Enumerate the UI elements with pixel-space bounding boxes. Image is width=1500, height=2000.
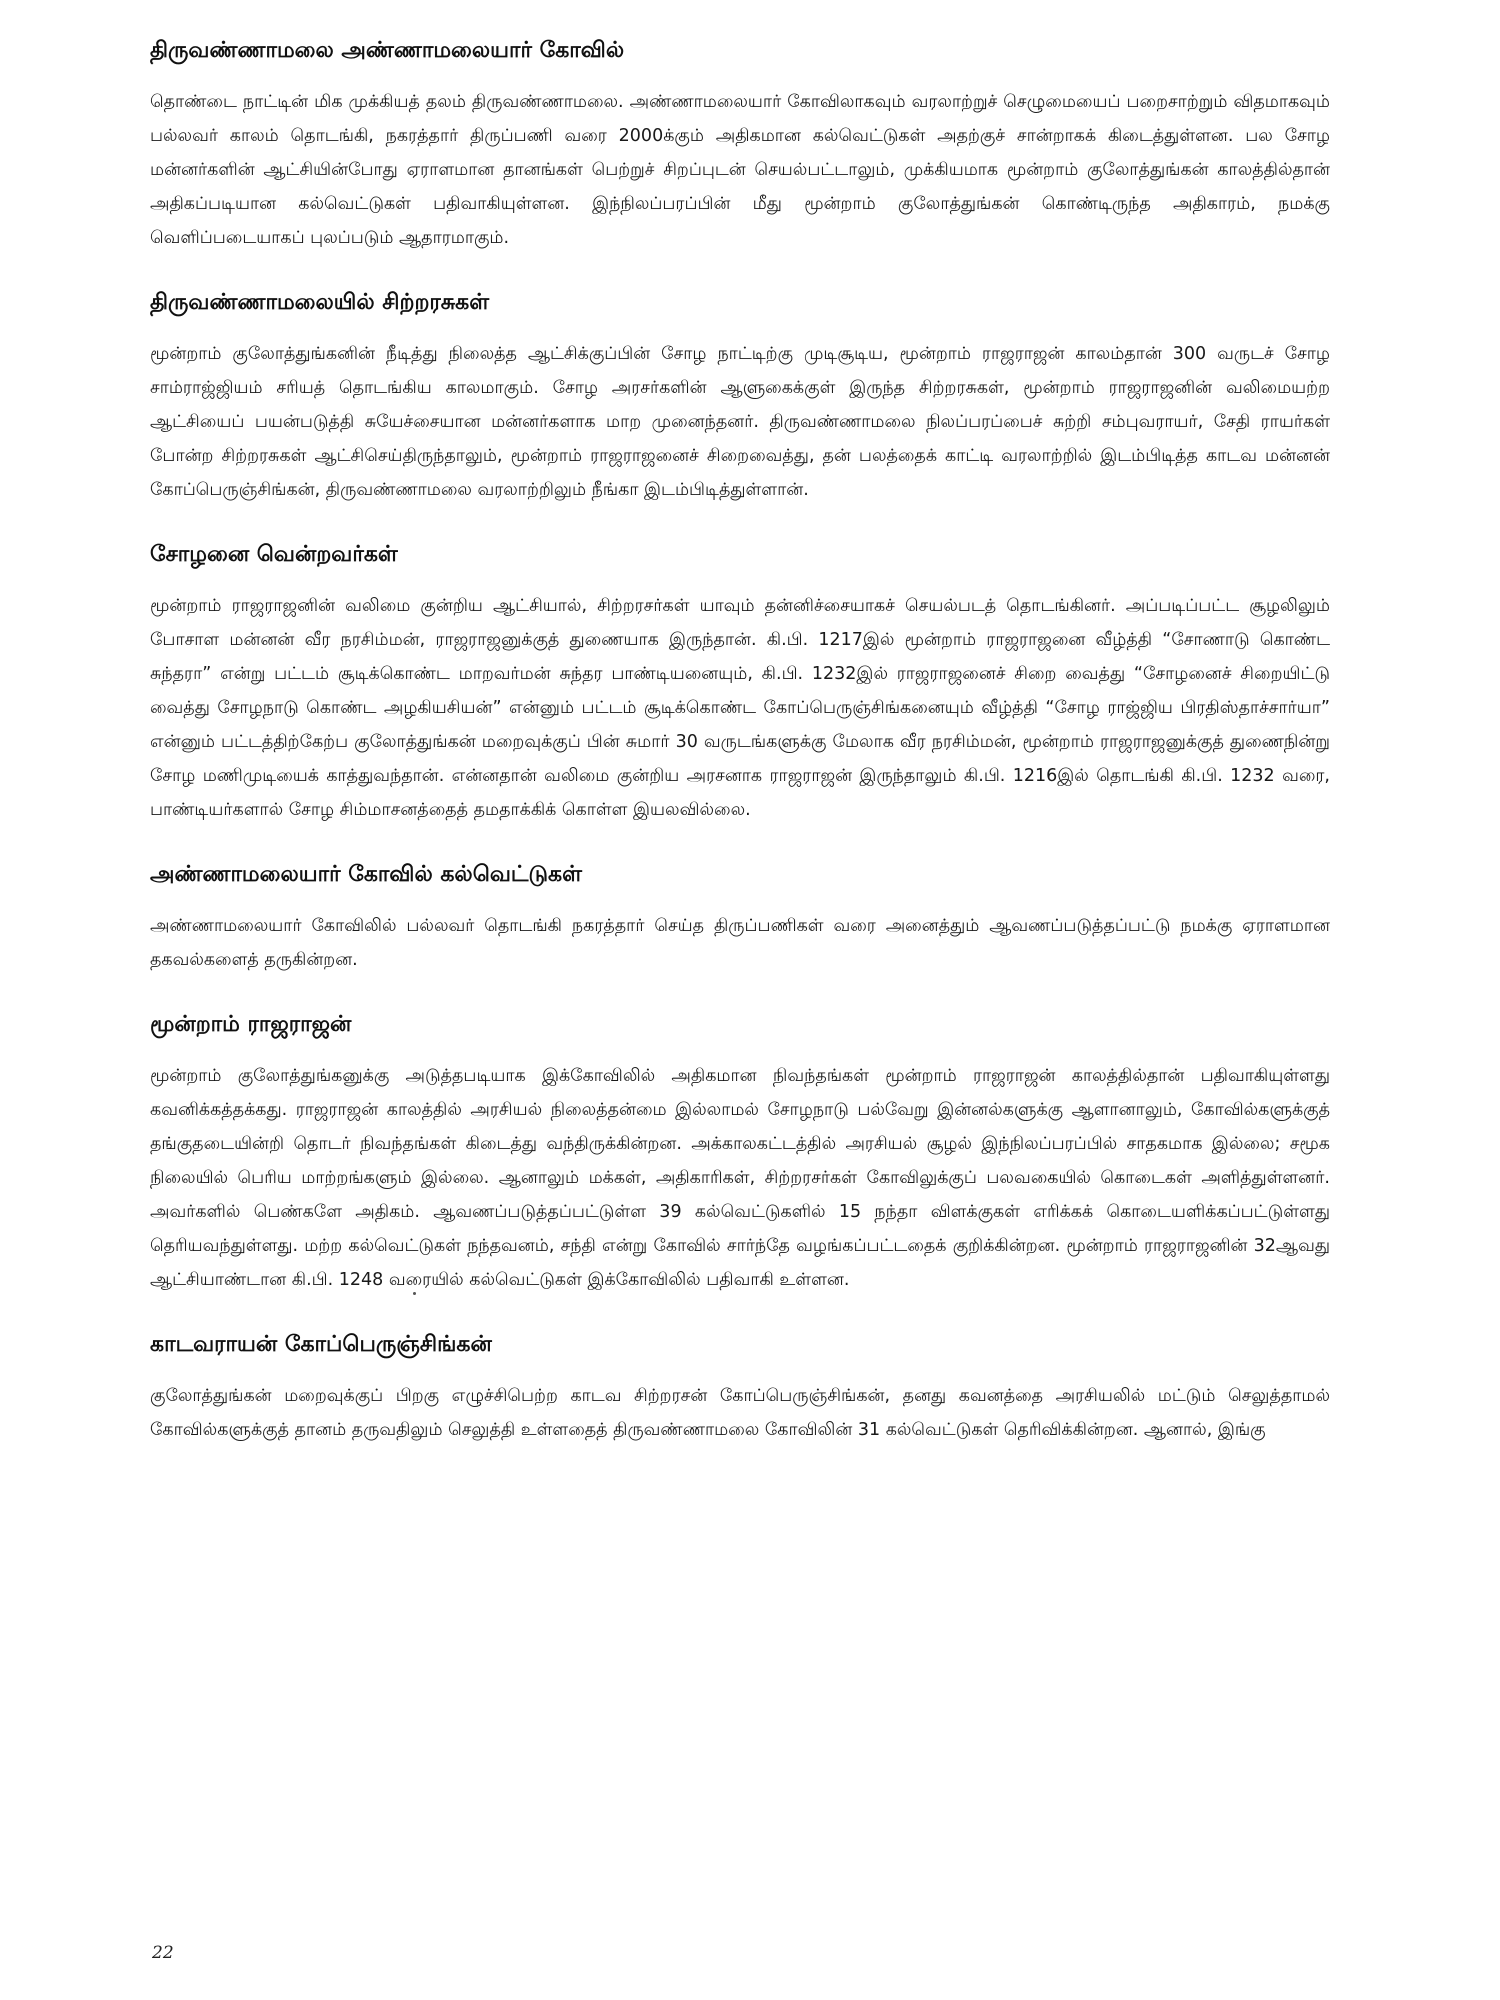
section-paragraph: மூன்றாம் ராஜராஜனின் வலிமை குன்றிய ஆட்சியால், சிற்றரசர்கள் யாவும் தன்னிச்சையாகச் செயல்படத் தொடங்கினர். அப்படிப்பட்ட சூழலிலும் போசாள மன்னன் வீர நரசிம்மன், ராஜராஜனுக்குத் துணையாக இருந்தான். கி.பி. 1217இல் மூன்றாம் ராஜராஜனை வீழ்த்தி “சோணாடு கொண்ட சுந்தரா” என்று பட்டம் சூடிக்கொண்ட மாறவர்மன் சுந்தர பாண்டியனையும், கி.பி. 1232இல் ராஜராஜனைச் சிறை வைத்து “சோழனைச் சிறையிட்டு வைத்து சோழநாடு கொண்ட அழகியசியன்” என்னும் பட்டம் சூடிக்கொண்ட கோப்பெருஞ்சிங்கனையும் வீழ்த்தி “சோழ ராஜ்ஜிய பிரதிஸ்தாச்சார்யா” என்னும் பட்டத்திற்கேற்ப குலோத்துங்கன் மறைவுக்குப் பின் சுமார் 30 வருடங்களுக்கு மேலாக வீர நரசிம்மன், மூன்றாம் ராஜராஜனுக்குத் துணைநின்று சோழ மணிமுடியைக் காத்துவந்தான். என்னதான் வலிமை குன்றிய அரசனாக ராஜராஜன் இருந்தாலும் கி.பி. 1216இல் தொடங்கி கி.பி. 1232 வரை, பாண்டியர்களால் சோழ சிம்மாசனத்தைத் தமதாக்கிக் கொள்ள இயலவில்லை. [150,596,1330,820]
section-chieftains [150,287,1330,507]
section-paragraph: குலோத்துங்கன் மறைவுக்குப் பிறகு எழுச்சிபெற்ற காடவ சிற்றரசன் கோப்பெருஞ்சிங்கன், தனது கவனத்தை அரசியலில் மட்டும் செலுத்தாமல் கோவில்களுக்குத் தானம் தருவதிலும் செலுத்தி உள்ளதைத் திருவண்ணாமலை கோவிலின் 31 கல்வெட்டுகள் தெரிவிக்கின்றன. ஆனால், இங்கு [150,1386,1330,1440]
section-heading: சோழனை வென்றவர்கள் [150,542,398,567]
section-heading: அண்ணாமலையார் கோவில் கல்வெட்டுகள் [150,862,582,887]
section-heading: திருவண்ணாமலையில் சிற்றரசுகள் [150,290,490,315]
section-paragraph: தொண்டை நாட்டின் மிக முக்கியத் தலம் திருவண்ணாமலை. அண்ணாமலையார் கோவிலாகவும் வரலாற்றுச் செழுமையைப் பறைசாற்றும் விதமாகவும் பல்லவர் காலம் தொடங்கி, நகரத்தார் திருப்பணி வரை 2000க்கும் அதிகமான கல்வெட்டுகள் அதற்குச் சான்றாகக் கிடைத்துள்ளன. பல சோழ மன்னர்களின் ஆட்சியின்போது ஏராளமான தானங்கள் பெற்றுச் சிறப்புடன் செயல்பட்டாலும், முக்கியமாக மூன்றாம் குலோத்துங்கன் காலத்தில்தான் அதிகப்படியான கல்வெட்டுகள் பதிவாகியுள்ளன. இந்நிலப்பரப்பின் மீது மூன்றாம் குலோத்துங்கன் கொண்டிருந்த அதிகாரம், நமக்கு வெளிப்படையாகப் புலப்படும் ஆதாரமாகும். [150,92,1330,248]
section-heading: திருவண்ணாமலை அண்ணாமலையார் கோவில் [150,38,625,63]
section-heading: மூன்றாம் ராஜராஜன் [150,1012,352,1037]
document-page [150,35,1330,1479]
page-number: 22 [152,1943,174,1963]
section-rajaraja-iii [150,1009,1330,1297]
section-chola-victors [150,539,1330,827]
stray-dot-mark [413,1292,416,1295]
section-paragraph: மூன்றாம் குலோத்துங்கனுக்கு அடுத்தபடியாக இக்கோவிலில் அதிகமான நிவந்தங்கள் மூன்றாம் ராஜராஜன் காலத்தில்தான் பதிவாகியுள்ளது கவனிக்கத்தக்கது. ராஜராஜன் காலத்தில் அரசியல் நிலைத்தன்மை இல்லாமல் சோழநாடு பல்வேறு இன்னல்களுக்கு ஆளானாலும், கோவில்களுக்குத் தங்குதடையின்றி தொடர் நிவந்தங்கள் கிடைத்து வந்திருக்கின்றன. அக்காலகட்டத்தில் அரசியல் சூழல் இந்நிலப்பரப்பில் சாதகமாக இல்லை; சமூக நிலையில் பெரிய மாற்றங்களும் இல்லை. ஆனாலும் மக்கள், அதிகாரிகள், சிற்றரசர்கள் கோவிலுக்குப் பலவகையில் கொடைகள் அளித்துள்ளனர். அவர்களில் பெண்களே அதிகம். ஆவணப்படுத்தப்பட்டுள்ள 39 கல்வெட்டுகளில் 15 நந்தா விளக்குகள் எரிக்கக் கொடையளிக்கப்பட்டுள்ளது தெரியவந்துள்ளது. மற்ற கல்வெட்டுகள் நந்தவனம், சந்தி என்று கோவில் சார்ந்தே வழங்கப்பட்டதைக் குறிக்கின்றன. மூன்றாம் ராஜராஜனின் 32ஆவது ஆட்சியாண்டான கி.பி. 1248 வரையில் கல்வெட்டுகள் இக்கோவிலில் பதிவாகி உள்ளன. [150,1066,1330,1290]
section-annamalaiyar-temple [150,35,1330,255]
section-heading: காடவராயன் கோப்பெருஞ்சிங்கன் [150,1332,492,1357]
section-temple-inscriptions [150,859,1330,977]
section-paragraph: அண்ணாமலையார் கோவிலில் பல்லவர் தொடங்கி நகரத்தார் செய்த திருப்பணிகள் வரை அனைத்தும் ஆவணப்படுத்தப்பட்டு நமக்கு ஏராளமான தகவல்களைத் தருகின்றன. [150,916,1330,970]
section-kopperunchingan [150,1329,1330,1447]
section-paragraph: மூன்றாம் குலோத்துங்கனின் நீடித்து நிலைத்த ஆட்சிக்குப்பின் சோழ நாட்டிற்கு முடிசூடிய, மூன்றாம் ராஜராஜன் காலம்தான் 300 வருடச் சோழ சாம்ராஜ்ஜியம் சரியத் தொடங்கிய காலமாகும். சோழ அரசர்களின் ஆளுகைக்குள் இருந்த சிற்றரசுகள், மூன்றாம் ராஜராஜனின் வலிமையற்ற ஆட்சியைப் பயன்படுத்தி சுயேச்சையான மன்னர்களாக மாற முனைந்தனர். திருவண்ணாமலை நிலப்பரப்பைச் சுற்றி சம்புவராயர், சேதி ராயர்கள் போன்ற சிற்றரசுகள் ஆட்சிசெய்திருந்தாலும், மூன்றாம் ராஜராஜனைச் சிறைவைத்து, தன் பலத்தைக் காட்டி வரலாற்றில் இடம்பிடித்த காடவ மன்னன் கோப்பெருஞ்சிங்கன், திருவண்ணாமலை வரலாற்றிலும் நீங்கா இடம்பிடித்துள்ளான். [150,344,1330,500]
